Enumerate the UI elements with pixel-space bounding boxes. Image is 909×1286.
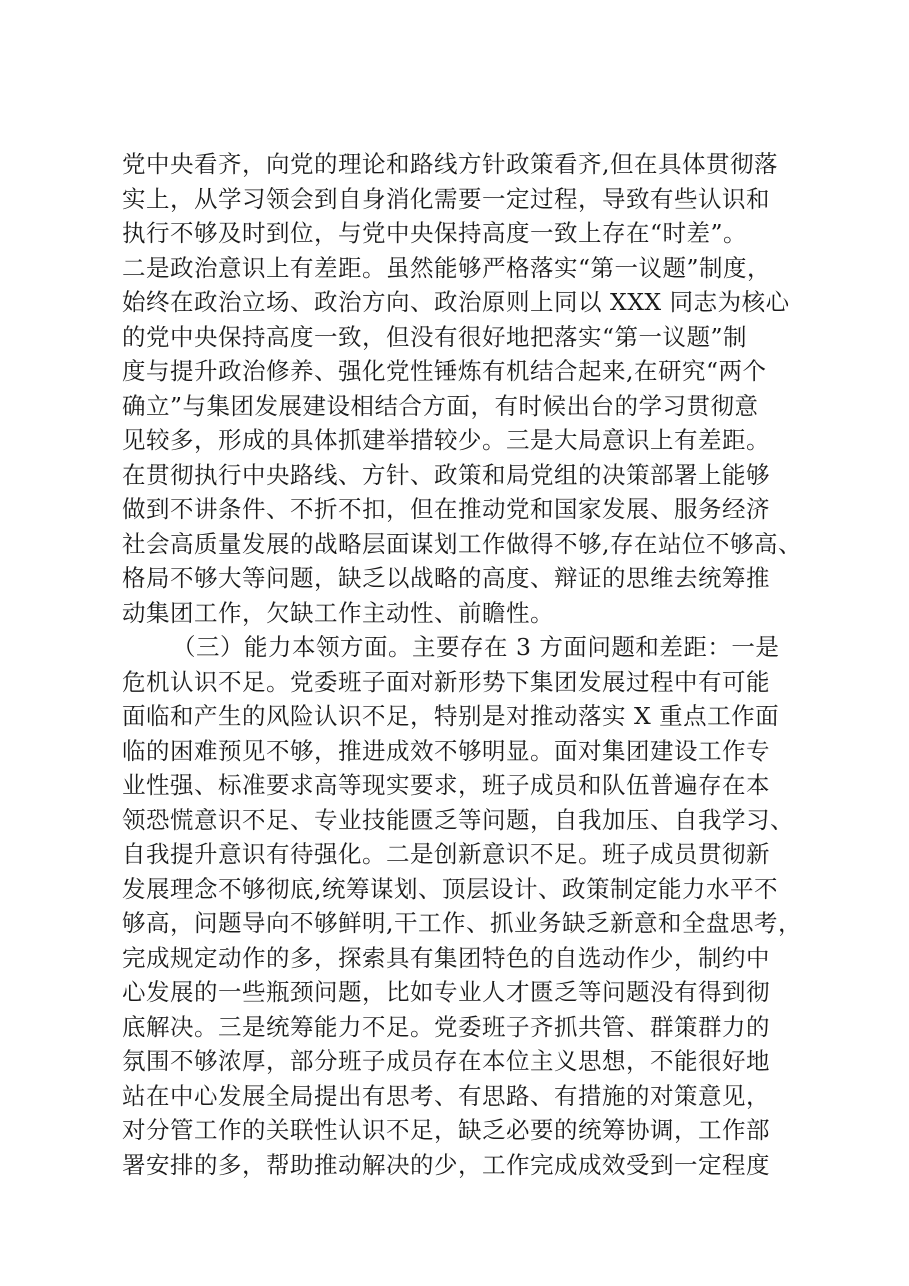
text-line-20: 领恐慌意识不足、专业技能匮乏等问题，自我加压、自我学习、	[122, 805, 794, 834]
text-line-11: 做到不讲条件、不折不扣，但在推动党和国家发展、服务经济	[122, 495, 770, 523]
text-line-14: 动集团工作，欠缺工作主动性、前瞻性。	[122, 598, 554, 627]
section-heading-line: （三）能力本领方面。主要存在 3 方面问题和差距：一是	[172, 633, 780, 661]
text-line-1: 党中央看齐，向党的理论和路线方针政策看齐,但在具体贯彻落	[122, 150, 778, 178]
text-line-10: 在贯彻执行中央路线、方针、政策和局党组的决策部署上能够	[122, 460, 770, 489]
text-line-30: 署安排的多，帮助推动解决的少，工作完成成效受到一定程度	[122, 1150, 770, 1179]
text-line-18: 临的困难预见不够，推进成效不够明显。面对集团建设工作专	[122, 736, 770, 765]
text-line-29: 对分管工作的关联性认识不足，缺乏必要的统筹协调，工作部	[122, 1116, 770, 1144]
text-line-16: 危机认识不足。党委班子面对新形势下集团发展过程中有可能	[122, 667, 770, 696]
text-line-7: 度与提升政治修养、强化党性锤炼有机结合起来,在研究“两个	[122, 357, 767, 385]
text-line-22: 发展理念不够彻底,统筹谋划、顶层设计、政策制定能力水平不	[122, 874, 778, 903]
text-line-9: 见较多，形成的具体抓建举措较少。三是大局意识上有差距。	[122, 426, 770, 454]
text-line-8: 确立”与集团发展建设相结合方面，有时候出台的学习贯彻意	[122, 391, 759, 420]
text-line-4: 二是政治意识上有差距。虽然能够严格落实“第一议题”制度，	[122, 253, 772, 282]
text-line-23: 够高，问题导向不够鲜明,干工作、抓业务缺乏新意和全盘思考，	[122, 909, 802, 937]
text-line-13: 格局不够大等问题，缺乏以战略的高度、辩证的思维去统筹推	[122, 564, 770, 592]
text-line-3: 执行不够及时到位，与党中央保持高度一致上存在“时差”。	[122, 219, 748, 247]
text-line-25: 心发展的一些瓶颈问题，比如专业人才匮乏等问题没有得到彻	[122, 978, 770, 1006]
text-line-5: 始终在政治立场、政治方向、政治原则上同以 XXX 同志为核心	[122, 288, 790, 316]
text-line-17: 面临和产生的风险认识不足，特别是对推动落实 X 重点工作面	[122, 702, 780, 730]
text-line-27: 氛围不够浓厚，部分班子成员存在本位主义思想，不能很好地	[122, 1047, 770, 1075]
text-line-2: 实上，从学习领会到自身消化需要一定过程，导致有些认识和	[122, 184, 770, 213]
text-line-28: 站在中心发展全局提出有思考、有思路、有措施的对策意见，	[122, 1081, 770, 1110]
text-line-21: 自我提升意识有待强化。二是创新意识不足。班子成员贯彻新	[122, 840, 770, 868]
text-line-12: 社会高质量发展的战略层面谋划工作做得不够,存在站位不够高、	[122, 529, 802, 558]
text-line-26: 底解决。三是统筹能力不足。党委班子齐抓共管、群策群力的	[122, 1012, 770, 1041]
text-line-24: 完成规定动作的多，探索具有集团特色的自选动作少，制约中	[122, 943, 770, 972]
body-text	[122, 147, 802, 1182]
text-line-6: 的党中央保持高度一致，但没有很好地把落实“第一议题”制	[122, 322, 748, 351]
text-line-19: 业性强、标准要求高等现实要求，班子成员和队伍普遍存在本	[122, 771, 770, 799]
